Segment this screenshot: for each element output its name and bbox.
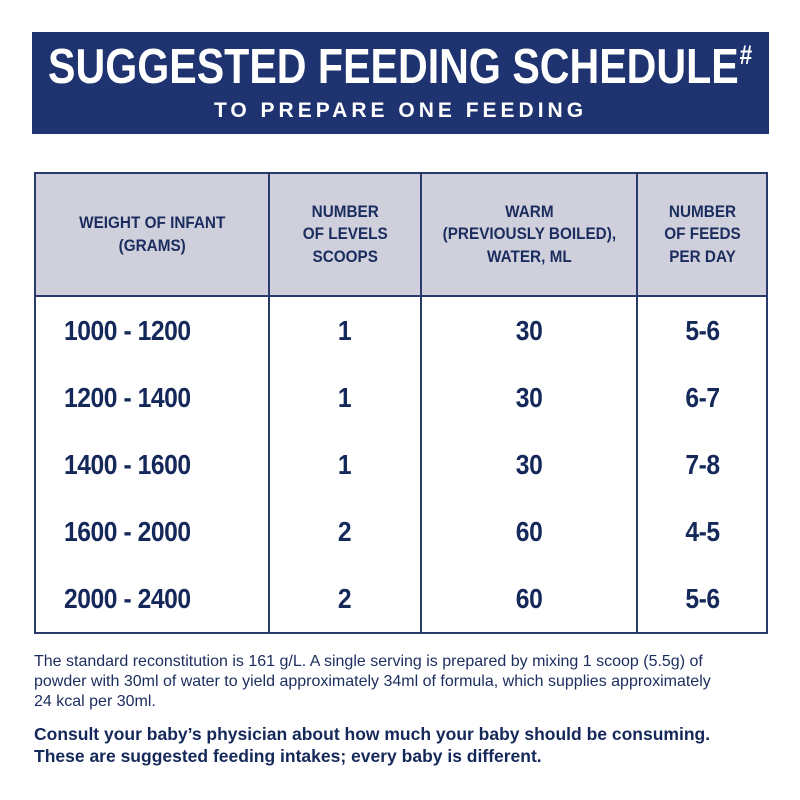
scoops-value: 2 bbox=[338, 515, 352, 547]
scoops-cell bbox=[270, 431, 423, 498]
reconstitution-note-line: The standard reconstitution is 161 g/L. A single serving is prepared by mixing 1 scoop (5.5g) of bbox=[34, 653, 703, 670]
header-line: NUMBER bbox=[668, 201, 736, 221]
reconstitution-note-line: powder with 30ml of water to yield approximately 34ml of formula, which supplies approximately bbox=[34, 673, 711, 690]
physician-note-line: Consult your baby’s physician about how much your baby should be consuming. bbox=[34, 724, 711, 744]
table-header-row bbox=[36, 174, 766, 297]
scoops-cell bbox=[270, 565, 423, 632]
column-header-weight bbox=[36, 174, 270, 295]
water-cell bbox=[422, 297, 638, 364]
feeds-value: 7-8 bbox=[684, 448, 720, 480]
physician-note bbox=[34, 724, 789, 767]
weight-value: 1200 - 1400 bbox=[64, 381, 191, 413]
header-line: OF FEEDS bbox=[663, 224, 741, 244]
water-value: 60 bbox=[515, 515, 543, 547]
table-row bbox=[36, 297, 766, 364]
header-line: WARM bbox=[504, 201, 554, 221]
column-header-weight-label bbox=[79, 212, 225, 257]
water-cell bbox=[422, 565, 638, 632]
water-cell bbox=[422, 364, 638, 431]
feeds-cell bbox=[638, 364, 766, 431]
scoops-cell bbox=[270, 297, 423, 364]
header-line: NUMBER bbox=[311, 201, 379, 221]
feeds-cell bbox=[638, 498, 766, 565]
page-title-text: SUGGESTED FEEDING SCHEDULE bbox=[48, 40, 740, 94]
weight-cell bbox=[36, 498, 270, 565]
column-header-water bbox=[422, 174, 638, 295]
table-row bbox=[36, 364, 766, 431]
column-header-feeds-label bbox=[664, 201, 741, 268]
feeds-value: 5-6 bbox=[684, 314, 720, 346]
water-value: 60 bbox=[515, 582, 543, 614]
weight-cell bbox=[36, 431, 270, 498]
column-header-scoops bbox=[270, 174, 423, 295]
water-value: 30 bbox=[515, 381, 543, 413]
weight-cell bbox=[36, 565, 270, 632]
scoops-cell bbox=[270, 498, 423, 565]
feeds-value: 4-5 bbox=[684, 515, 720, 547]
column-header-feeds bbox=[638, 174, 766, 295]
header-line: (PREVIOUSLY BOILED), bbox=[442, 224, 616, 244]
feeds-value: 5-6 bbox=[684, 582, 720, 614]
header-line: SCOOPS bbox=[312, 246, 378, 266]
feeds-value: 6-7 bbox=[684, 381, 720, 413]
feeds-cell bbox=[638, 297, 766, 364]
table-row bbox=[36, 498, 766, 565]
physician-note-line: These are suggested feeding intakes; every baby is different. bbox=[34, 745, 542, 766]
water-cell bbox=[422, 431, 638, 498]
header-line: OF LEVELS bbox=[302, 224, 388, 244]
weight-value: 1400 - 1600 bbox=[64, 448, 191, 480]
reconstitution-note-line: 24 kcal per 30ml. bbox=[34, 693, 156, 710]
scoops-value: 2 bbox=[338, 582, 352, 614]
scoops-value: 1 bbox=[338, 314, 352, 346]
header-line: WEIGHT OF INFANT bbox=[78, 213, 225, 233]
header-banner bbox=[32, 32, 769, 134]
table-row bbox=[36, 565, 766, 632]
column-header-scoops-label bbox=[302, 201, 387, 268]
feeding-schedule-table bbox=[34, 172, 768, 634]
header-line: PER DAY bbox=[668, 246, 736, 266]
scoops-value: 1 bbox=[338, 381, 352, 413]
reconstitution-note bbox=[34, 652, 784, 712]
page-title bbox=[48, 40, 753, 94]
feeds-cell bbox=[638, 565, 766, 632]
page-subtitle: TO PREPARE ONE FEEDING bbox=[213, 99, 588, 122]
weight-value: 1600 - 2000 bbox=[64, 515, 191, 547]
scoops-value: 1 bbox=[338, 448, 352, 480]
weight-cell bbox=[36, 297, 270, 364]
title-superscript-mark: # bbox=[739, 40, 753, 70]
weight-value: 2000 - 2400 bbox=[64, 582, 191, 614]
water-value: 30 bbox=[515, 448, 543, 480]
weight-cell bbox=[36, 364, 270, 431]
column-header-water-label bbox=[442, 201, 615, 268]
scoops-cell bbox=[270, 364, 423, 431]
table-row bbox=[36, 431, 766, 498]
feeds-cell bbox=[638, 431, 766, 498]
header-line: (GRAMS) bbox=[118, 235, 186, 255]
water-value: 30 bbox=[515, 314, 543, 346]
water-cell bbox=[422, 498, 638, 565]
header-line: WATER, ML bbox=[486, 246, 572, 266]
weight-value: 1000 - 1200 bbox=[64, 314, 191, 346]
